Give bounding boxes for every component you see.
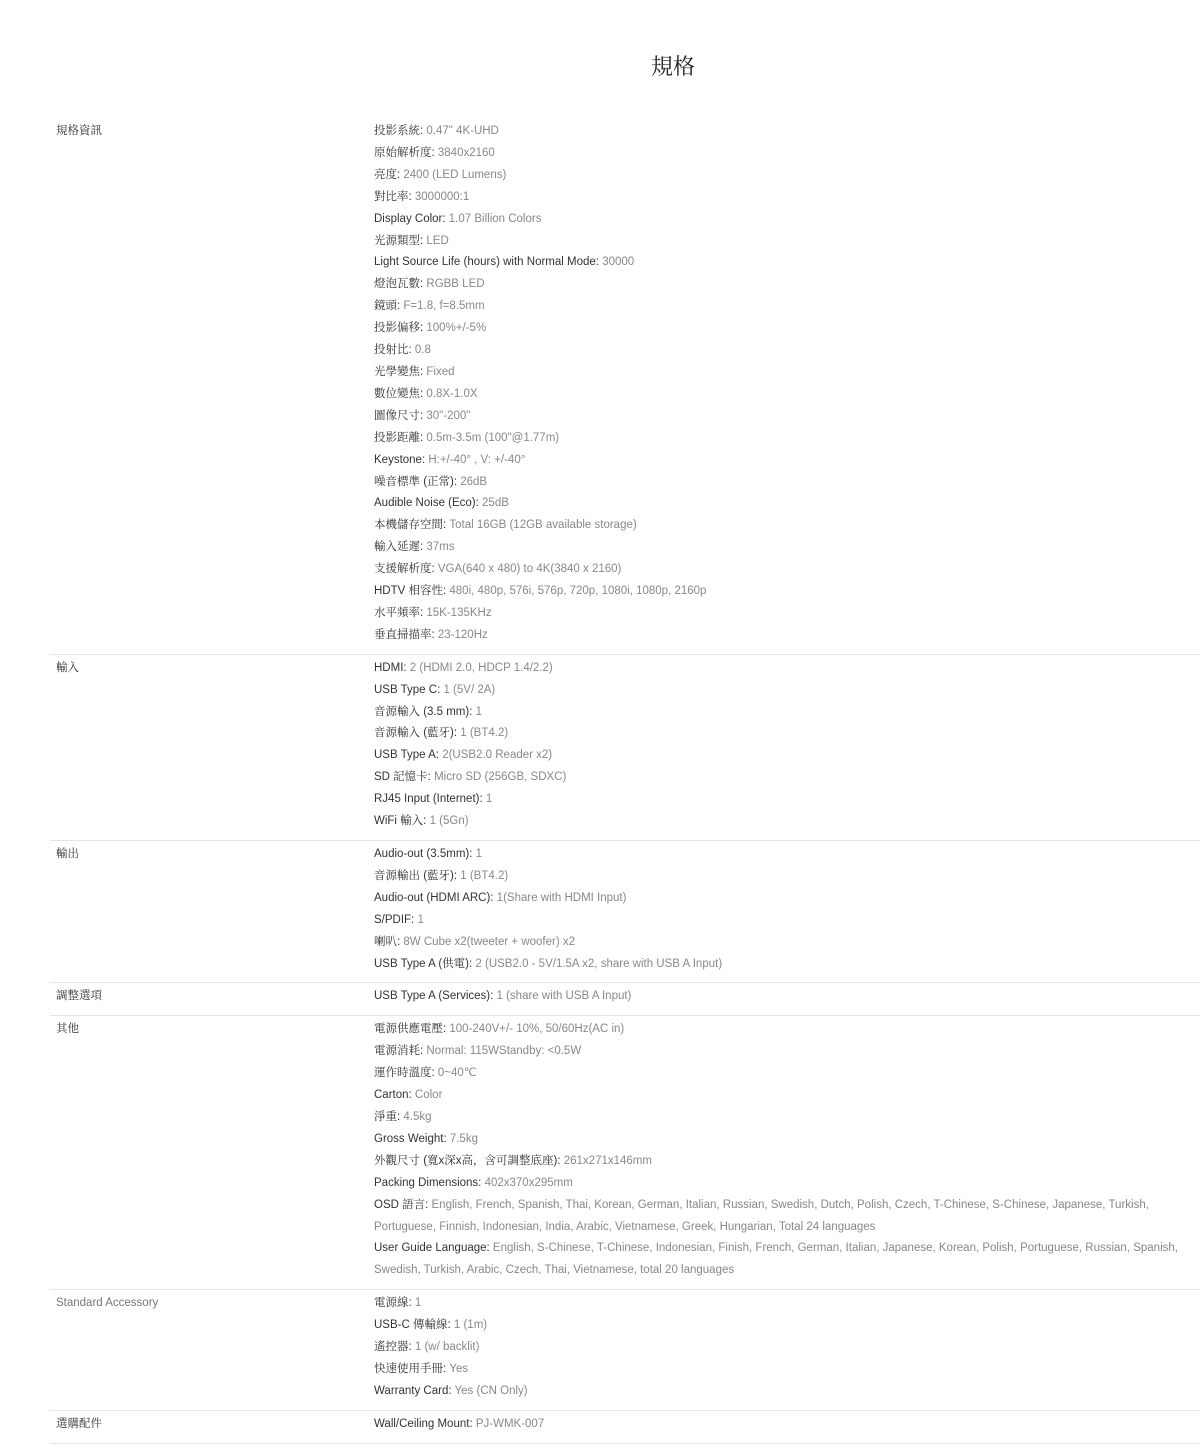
spec-item	[374, 450, 1200, 472]
spec-item	[374, 559, 1200, 581]
spec-key: 光學變焦:	[374, 365, 427, 378]
spec-item	[374, 723, 1200, 745]
section-label: 規格資訊	[56, 125, 102, 137]
spec-item	[374, 789, 1200, 811]
spec-key: 投影距離:	[374, 431, 427, 444]
spec-key: WiFi 輸入:	[374, 815, 430, 828]
spec-item	[374, 986, 1200, 1008]
spec-item	[374, 406, 1200, 428]
spec-key: 電源供應電壓:	[374, 1023, 450, 1036]
spec-item	[374, 1129, 1200, 1151]
spec-key: 快速使用手冊:	[374, 1362, 450, 1375]
spec-value: 8W Cube x2(tweeter + woofer) x2	[403, 935, 576, 948]
spec-section	[50, 1411, 1200, 1444]
spec-section	[50, 655, 1200, 841]
spec-item	[374, 702, 1200, 724]
spec-section	[50, 983, 1200, 1016]
spec-list	[374, 658, 1200, 833]
spec-key: Gross Weight:	[374, 1132, 450, 1145]
spec-key: 電源線:	[374, 1297, 415, 1310]
spec-list	[374, 1019, 1200, 1282]
spec-item	[374, 1414, 1200, 1436]
spec-value: 0.5m-3.5m (100"@1.77m)	[426, 431, 560, 444]
spec-key: Packing Dimensions:	[374, 1176, 485, 1189]
spec-value: 30"-200"	[426, 409, 471, 422]
spec-value: Total 16GB (12GB available storage)	[449, 519, 637, 532]
spec-key: USB-C 傳輸線:	[374, 1319, 454, 1332]
spec-table	[50, 118, 1200, 1444]
spec-value: 3840x2160	[437, 146, 495, 159]
spec-item	[374, 340, 1200, 362]
spec-item	[374, 658, 1200, 680]
spec-key: Light Source Life (hours) with Normal Mode:	[374, 256, 603, 269]
spec-section	[50, 1290, 1200, 1411]
spec-key: 淨重:	[374, 1110, 404, 1123]
spec-value: 1 (5V/ 2A)	[443, 683, 496, 696]
spec-item	[374, 318, 1200, 340]
spec-item	[374, 1063, 1200, 1085]
spec-value: 1.07 Billion Colors	[448, 212, 542, 225]
spec-value: Yes (CN Only)	[454, 1384, 528, 1397]
spec-value: F=1.8, f=8.5mm	[403, 300, 485, 313]
spec-value: 0.8	[414, 344, 431, 357]
spec-value: 2 (USB2.0 - 5V/1.5A x2, share with USB A Input)	[475, 957, 723, 970]
spec-value: 1	[485, 793, 493, 806]
spec-value: VGA(640 x 480) to 4K(3840 x 2160)	[437, 563, 622, 576]
spec-value: 23-120Hz	[437, 628, 488, 641]
spec-item	[374, 844, 1200, 866]
spec-value: 2400 (LED Lumens)	[403, 168, 507, 181]
spec-key: 音源輸入 (3.5 mm):	[374, 705, 476, 718]
spec-key: OSD 語言:	[374, 1198, 432, 1211]
spec-item	[374, 745, 1200, 767]
spec-key: Carton:	[374, 1089, 415, 1102]
spec-key: USB Type A (Services):	[374, 990, 497, 1003]
spec-value: 1	[414, 1297, 422, 1310]
spec-value: H:+/-40° , V: +/-40°	[428, 453, 526, 466]
spec-item	[374, 493, 1200, 515]
spec-item	[374, 581, 1200, 603]
spec-value: 480i, 480p, 576i, 576p, 720p, 1080i, 1080p, 2160p	[449, 585, 707, 598]
section-label: 調整選項	[56, 990, 102, 1003]
spec-value: 25dB	[482, 497, 509, 510]
spec-value: 1 (share with USB A Input)	[496, 990, 632, 1003]
spec-value: 0.47" 4K-UHD	[426, 125, 499, 137]
spec-key: USB Type A:	[374, 749, 443, 762]
spec-item	[374, 274, 1200, 296]
spec-item	[374, 954, 1200, 976]
spec-value: 2(USB2.0 Reader x2)	[442, 749, 553, 762]
spec-key: HDMI:	[374, 661, 410, 674]
spec-item	[374, 866, 1200, 888]
spec-list	[374, 1414, 1200, 1436]
spec-value: 0.8X-1.0X	[426, 387, 478, 400]
section-label: 輸入	[56, 661, 79, 674]
spec-value: Normal: 115WStandby: <0.5W	[426, 1045, 582, 1058]
spec-key: Keystone:	[374, 453, 429, 466]
spec-list	[374, 121, 1200, 647]
spec-item	[374, 537, 1200, 559]
spec-key: USB Type C:	[374, 683, 444, 696]
spec-key: Audible Noise (Eco):	[374, 497, 483, 510]
spec-value: LED	[426, 234, 449, 247]
spec-key: 支援解析度:	[374, 563, 438, 576]
spec-item	[374, 1195, 1200, 1239]
spec-item	[374, 1315, 1200, 1337]
spec-item	[374, 625, 1200, 647]
spec-item	[374, 1337, 1200, 1359]
spec-key: 投影偏移:	[374, 322, 427, 335]
section-label: Standard Accessory	[56, 1297, 159, 1310]
spec-key: Display Color:	[374, 212, 449, 225]
spec-item	[374, 143, 1200, 165]
spec-item	[374, 1019, 1200, 1041]
spec-key: RJ45 Input (Internet):	[374, 793, 486, 806]
spec-key: 數位變焦:	[374, 387, 427, 400]
spec-key: 音源輸出 (藍牙):	[374, 869, 461, 882]
spec-key: 音源輸入 (藍牙):	[374, 727, 461, 740]
spec-item	[374, 767, 1200, 789]
spec-key: 外觀尺寸 (寬x深x高，含可調整底座):	[374, 1154, 564, 1167]
spec-key: HDTV 相容性:	[374, 585, 450, 598]
spec-key: 輸入延遲:	[374, 541, 427, 554]
spec-value: 1 (5Gn)	[429, 815, 469, 828]
spec-item	[374, 1359, 1200, 1381]
spec-value: 1 (1m)	[453, 1319, 488, 1332]
spec-key: 遙控器:	[374, 1341, 415, 1354]
spec-key: Audio-out (HDMI ARC):	[374, 891, 497, 904]
spec-item	[374, 362, 1200, 384]
spec-key: 噪音標準 (正常):	[374, 475, 461, 488]
spec-value: 1 (BT4.2)	[460, 869, 509, 882]
spec-item	[374, 209, 1200, 231]
spec-key: 運作時溫度:	[374, 1067, 438, 1080]
spec-item	[374, 231, 1200, 253]
spec-key: 光源類型:	[374, 234, 427, 247]
spec-item	[374, 384, 1200, 406]
spec-list	[374, 844, 1200, 975]
spec-item	[374, 252, 1200, 274]
spec-value: Color	[414, 1089, 443, 1102]
spec-value: 1	[475, 848, 483, 860]
spec-key: 電源消耗:	[374, 1045, 427, 1058]
spec-item	[374, 910, 1200, 932]
spec-value: Micro SD (256GB, SDXC)	[434, 771, 567, 784]
page-title: 規格	[650, 54, 695, 79]
spec-item	[374, 1151, 1200, 1173]
spec-item	[374, 1085, 1200, 1107]
spec-key: 本機儲存空間:	[374, 519, 450, 532]
spec-value: 1 (w/ backlit)	[414, 1341, 480, 1354]
spec-value: 1	[417, 913, 424, 926]
spec-key: Warranty Card:	[374, 1384, 455, 1397]
spec-value: 1(Share with HDMI Input)	[496, 891, 627, 904]
spec-value: 100-240V+/- 10%, 50/60Hz(AC in)	[449, 1023, 625, 1036]
spec-item	[374, 187, 1200, 209]
spec-value: English, S-Chinese, T-Chinese, Indonesian, Finish, French, German, Italian, Japanese, Korean, Polish, Portuguese, Russian, Spanish, Swedish, Turkish, Arabic, Czech, Thai, Vietnamese, total 20 languages	[374, 1242, 1178, 1277]
spec-item	[374, 296, 1200, 318]
spec-list	[374, 986, 1200, 1008]
spec-key: 圖像尺寸:	[374, 409, 427, 422]
section-label: 其他	[56, 1023, 79, 1036]
spec-value: 2 (HDMI 2.0, HDCP 1.4/2.2)	[409, 661, 553, 674]
spec-value: Yes	[449, 1362, 469, 1375]
spec-value: 261x271x146mm	[563, 1154, 652, 1167]
spec-key: User Guide Language:	[374, 1242, 493, 1255]
spec-value: 30000	[602, 256, 635, 269]
spec-item	[374, 1173, 1200, 1195]
spec-item	[374, 680, 1200, 702]
spec-value: 0~40℃	[437, 1067, 477, 1080]
spec-section	[50, 118, 1200, 655]
spec-key: 投影系統:	[374, 125, 427, 137]
spec-list	[374, 1293, 1200, 1403]
spec-item	[374, 1041, 1200, 1063]
spec-item	[374, 811, 1200, 833]
spec-key: 對比率:	[374, 190, 415, 203]
spec-item	[374, 888, 1200, 910]
spec-value: 37ms	[426, 541, 455, 554]
spec-key: 投射比:	[374, 344, 415, 357]
spec-value: Fixed	[426, 365, 455, 378]
spec-section	[50, 841, 1200, 983]
spec-value: PJ-WMK-007	[475, 1417, 545, 1430]
spec-item	[374, 121, 1200, 143]
spec-key: USB Type A (供電):	[374, 957, 476, 970]
spec-item	[374, 428, 1200, 450]
spec-value: RGBB LED	[426, 278, 485, 291]
spec-value: 1	[475, 705, 482, 718]
spec-key: 喇叭:	[374, 935, 404, 948]
section-label: 輸出	[56, 848, 79, 860]
spec-key: SD 記憶卡:	[374, 771, 435, 784]
spec-value: 4.5kg	[403, 1110, 432, 1123]
spec-section	[50, 1016, 1200, 1290]
spec-item	[374, 472, 1200, 494]
spec-key: Audio-out (3.5mm):	[374, 848, 476, 860]
spec-key: 亮度:	[374, 168, 404, 181]
spec-value: 26dB	[460, 475, 488, 488]
spec-item	[374, 1238, 1200, 1282]
spec-value: 1 (BT4.2)	[460, 727, 509, 740]
spec-item	[374, 1381, 1200, 1403]
spec-item	[374, 1293, 1200, 1315]
spec-key: S/PDIF:	[374, 913, 418, 926]
spec-value: 15K-135KHz	[426, 606, 492, 619]
spec-key: 垂直掃描率:	[374, 628, 438, 641]
spec-item	[374, 165, 1200, 187]
spec-value: 100%+/-5%	[426, 322, 487, 335]
spec-item	[374, 515, 1200, 537]
spec-value: 3000000:1	[414, 190, 470, 203]
spec-value: 402x370x295mm	[484, 1176, 573, 1189]
spec-item	[374, 1107, 1200, 1129]
spec-key: 燈泡瓦數:	[374, 278, 427, 291]
spec-item	[374, 603, 1200, 625]
section-label: 選購配件	[56, 1417, 102, 1430]
spec-value: 7.5kg	[449, 1132, 478, 1145]
spec-item	[374, 932, 1200, 954]
spec-key: Wall/Ceiling Mount:	[374, 1417, 476, 1430]
spec-key: 原始解析度:	[374, 146, 438, 159]
spec-key: 鏡頭:	[374, 300, 404, 313]
spec-value: English, French, Spanish, Thai, Korean, German, Italian, Russian, Swedish, Dutch, Polish, Czech, T-Chinese, S-Chinese, Japanese, Turkish, Portuguese, Finnish, Indonesian, India, Arabic, Vietnamese, Greek, Hungarian, Total 24 languages	[374, 1198, 1149, 1233]
spec-key: 水平頻率:	[374, 606, 427, 619]
